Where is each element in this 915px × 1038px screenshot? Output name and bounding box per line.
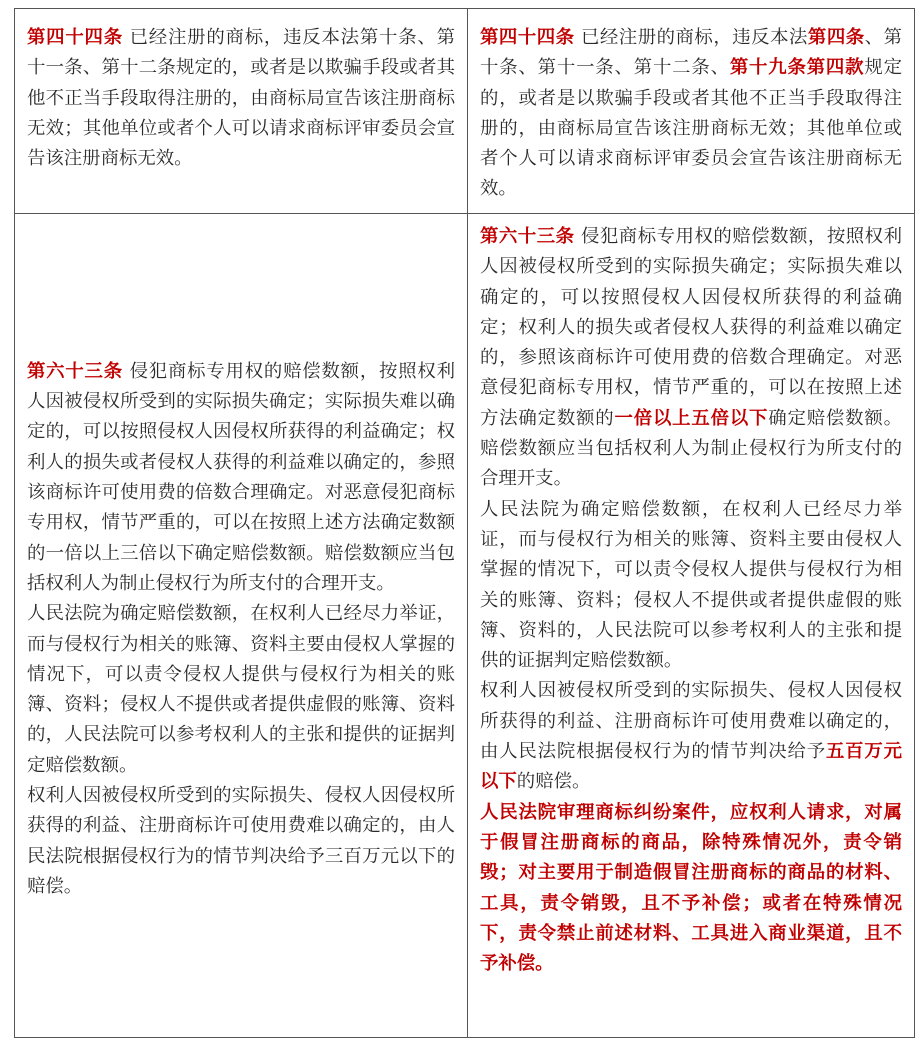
old-article-63-paragraph-1 [27, 357, 455, 599]
article-text: 已经注册的商标，违反本法 [580, 27, 808, 48]
article-text: 的赔偿。 [516, 771, 591, 793]
new-article-44-paragraph [480, 23, 902, 205]
old-article-63-paragraph-2: 人民法院为确定赔偿数额，在权利人已经尽力举证，而与侵权行为相关的账簿、资料主要由侵权人掌握的情况下，可以责令侵权人提供与侵权行为相关的账簿、资料；侵权人不提供或者提供虚假的账簿、资料的，人民法院可以参考权利人的主张和提供的证据判定赔偿数额。 [27, 603, 455, 776]
new-article-44-cell [468, 9, 915, 214]
article-text: 、第十条、第十一条、第十二条、 [480, 27, 902, 79]
new-article-63-cell [468, 214, 915, 1038]
new-article-63-paragraph-4: 人民法院审理商标纠纷案件，应权利人请求，对属于假冒注册商标的商品，除特殊情况外，责令销毁；对主要用于制造假冒注册商标的商品的材料、工具，责令销毁，且不予补偿；或者在特殊情况下，责令禁止前述材料、工具进入商业渠道，且不予补偿。 [480, 801, 902, 975]
article-text: 规定的，或者是以欺骗手段或者其他不正当手段取得注册的，由商标局宣告该注册商标无效；其他单位或者个人可以请求商标评审委员会宣告该注册商标无效。 [480, 57, 902, 200]
article-text: 侵犯商标专用权的赔偿数额，按照权利人因被侵权所受到的实际损失确定；实际损失难以确定的，可以按照侵权人因侵权所获得的利益确定；权利人的损失或者侵权人获得的利益难以确定的，参照该商标许可使用费的倍数合理确定。对恶意侵犯商标专用权，情节严重的，可以在按照上述方法确定数额的一倍以上三倍以下确定赔偿数额。赔偿数额应当包括权利人为制止侵权行为所支付的合理开支。 [27, 360, 455, 594]
article-text: 已经注册的商标，违反本法第十条、第十一条、第十二条规定的，或者是以欺骗手段或者其他不正当手段取得注册的，由商标局宣告该注册商标无效；其他单位或者个人可以请求商标评审委员会宣告该注册商标无效。 [27, 27, 455, 170]
law-comparison-table [14, 8, 915, 1038]
article-text: 权利人因被侵权所受到的实际损失、侵权人因侵权所获得的利益、注册商标许可使用费难以确定的，由人民法院根据侵权行为的情节判决给予 [480, 680, 902, 763]
table-row [15, 9, 915, 214]
article-number: 第四十四条 [27, 27, 123, 48]
table-row [15, 214, 915, 1038]
article-text: 侵犯商标专用权的赔偿数额，按照权利人因被侵权所受到的实际损失确定；实际损失难以确定的，可以按照侵权人因侵权所获得的利益确定；权利人的损失或者侵权人获得的利益难以确定的，参照该商标许可使用费的倍数合理确定。对恶意侵犯商标专用权，情节严重的，可以在按照上述方法确定数额的 [480, 226, 902, 429]
old-article-63-paragraph-3: 权利人因被侵权所受到的实际损失、侵权人因侵权所获得的利益、注册商标许可使用费难以确定的，由人民法院根据侵权行为的情节判决给予三百万元以下的赔偿。 [27, 784, 455, 897]
article-number: 第六十三条 [27, 360, 123, 382]
old-article-63-cell [15, 214, 468, 1038]
amended-text-highlight: 第四条 [807, 27, 865, 48]
article-number: 第四十四条 [480, 27, 575, 48]
amended-text-highlight: 第十九条第四款 [729, 57, 865, 79]
amended-text-highlight: 五百万元以下 [480, 741, 902, 793]
old-article-44-cell [15, 9, 468, 214]
article-number: 第六十三条 [480, 226, 575, 247]
old-article-44-paragraph [27, 23, 455, 174]
article-text: 确定赔偿数额。赔偿数额应当包括权利人为制止侵权行为所支付的合理开支。 [480, 407, 902, 490]
new-article-63-paragraph-3 [480, 676, 902, 797]
new-article-63-paragraph-2: 人民法院为确定赔偿数额，在权利人已经尽力举证，而与侵权行为相关的账簿、资料主要由侵权人掌握的情况下，可以责令侵权人提供与侵权行为相关的账簿、资料；侵权人不提供或者提供虚假的账簿、资料的，人民法院可以参考权利人的主张和提供的证据判定赔偿数额。 [480, 498, 902, 672]
new-article-63-paragraph-1 [480, 222, 902, 495]
amended-text-highlight: 一倍以上五倍以下 [614, 407, 769, 429]
